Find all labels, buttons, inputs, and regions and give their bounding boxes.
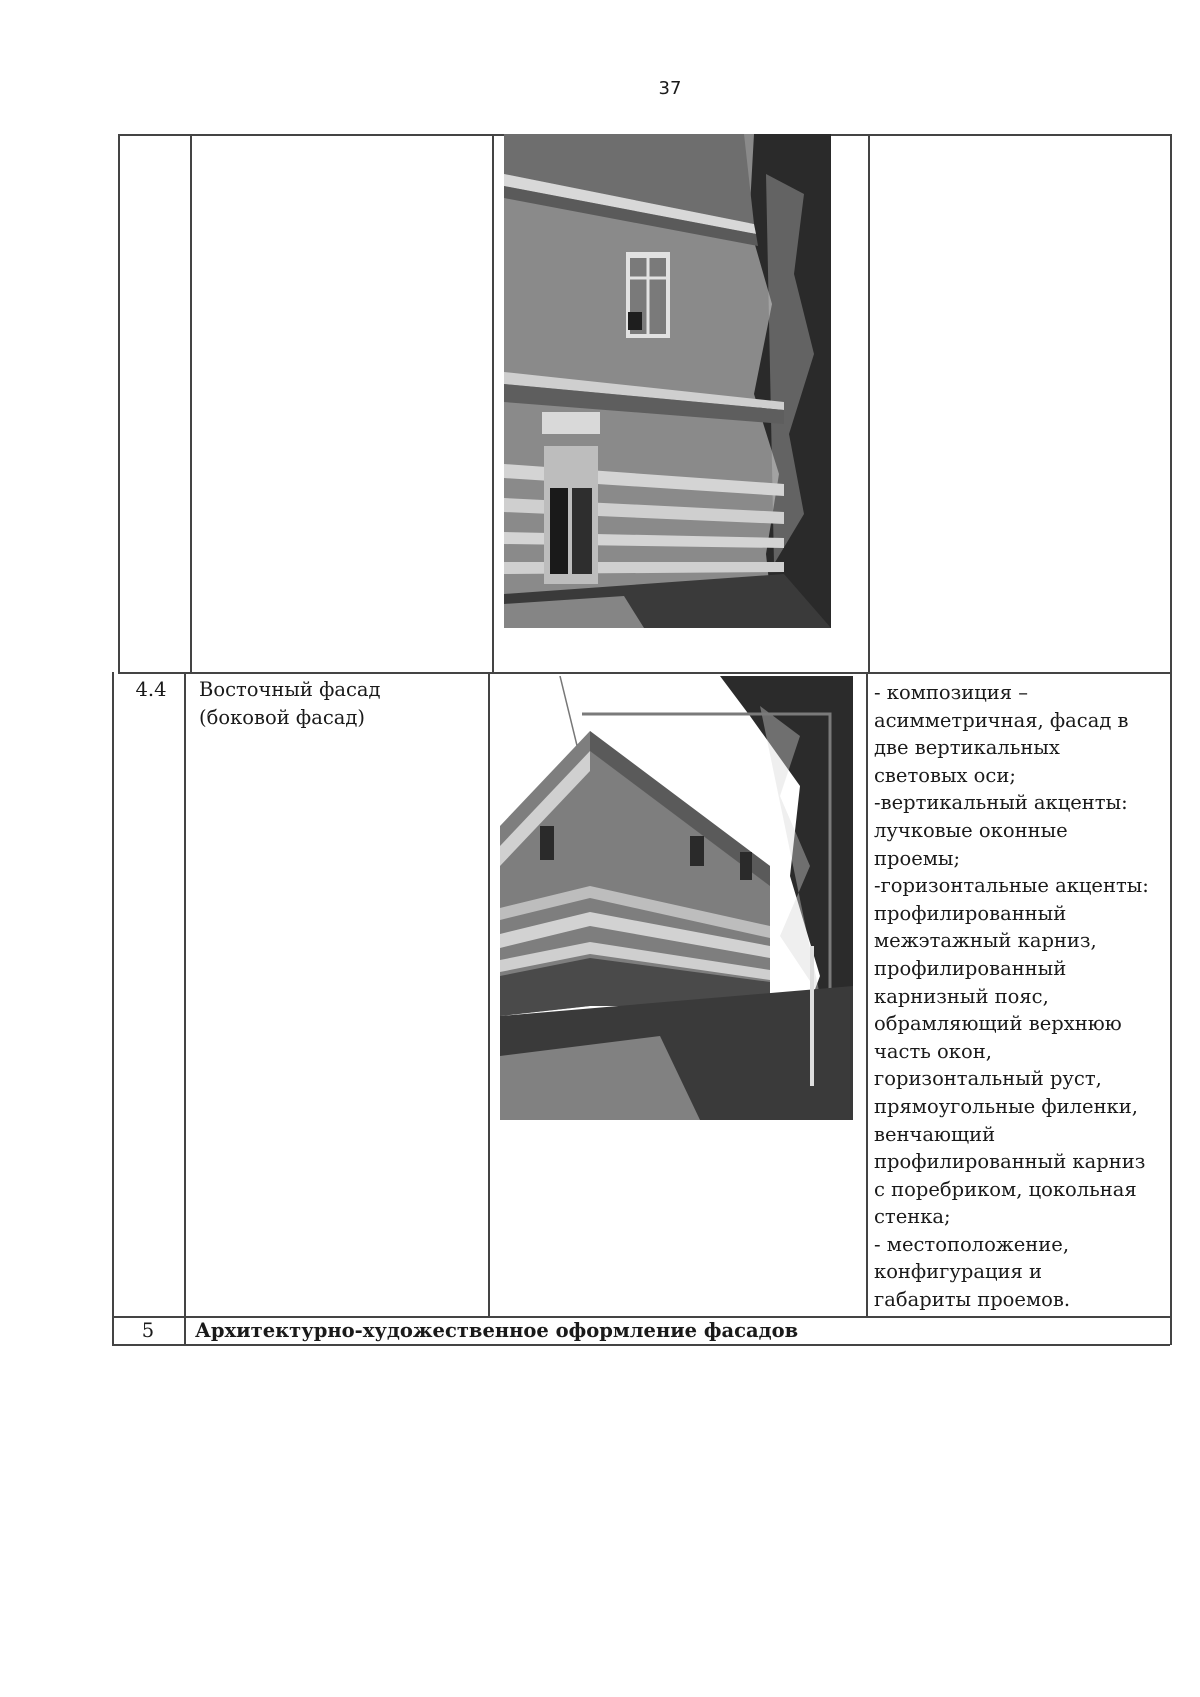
description-line: лучковые оконные xyxy=(874,818,1068,842)
description-line: с поребриком, цокольная xyxy=(874,1177,1137,1201)
table-col-divider xyxy=(190,134,192,672)
table-border-left xyxy=(118,134,120,672)
description-line: световых оси; xyxy=(874,763,1016,787)
row-4-4-number: 4.4 xyxy=(135,678,167,701)
table-row-divider xyxy=(118,672,1170,674)
table-col-divider xyxy=(866,672,868,1316)
description-line: горизонтальный руст, xyxy=(874,1067,1102,1091)
page-number: 37 xyxy=(658,78,682,99)
description-line: карнизный пояс, xyxy=(874,984,1049,1008)
description-line: профилированный xyxy=(874,901,1067,925)
description-line: профилированный карниз xyxy=(874,1150,1146,1174)
description-line: габариты проемов. xyxy=(874,1288,1071,1312)
description-line: - местоположение, xyxy=(874,1232,1070,1256)
description-line: обрамляющий верхнюю xyxy=(874,1012,1122,1036)
description-line: профилированный xyxy=(874,956,1067,980)
east-facade-photo xyxy=(500,676,853,1120)
table-border-left xyxy=(112,672,114,1344)
description-line: прямоугольные филенки, xyxy=(874,1094,1138,1118)
description-line: венчающий xyxy=(874,1122,996,1146)
description-line: две вертикальных xyxy=(874,736,1060,760)
description-line: проемы; xyxy=(874,846,961,870)
table-col-divider xyxy=(492,134,494,672)
row-5-title: Архитектурно-художественное оформление фасадов xyxy=(195,1319,799,1342)
description-line: стенка; xyxy=(874,1205,951,1229)
row-4-4-name xyxy=(199,676,484,731)
description-line: -горизонтальные акценты: xyxy=(874,874,1149,898)
description-line: -вертикальный акценты: xyxy=(874,791,1128,815)
row-5-number: 5 xyxy=(141,1319,155,1342)
table-col-divider xyxy=(868,134,870,672)
description-line: - композиция – xyxy=(874,681,1029,704)
facade-photo-top xyxy=(504,134,831,628)
table-col-divider xyxy=(184,672,186,1344)
description-line: часть окон, xyxy=(874,1039,992,1063)
description-line: межэтажный карниз, xyxy=(874,929,1097,953)
table-border-right xyxy=(1170,134,1172,1345)
table-border-bottom xyxy=(112,1344,1170,1346)
description-line: асимметричная, фасад в xyxy=(874,708,1129,732)
table-col-divider xyxy=(488,672,490,1316)
description-line: конфигурация и xyxy=(874,1260,1043,1284)
row-4-4-description xyxy=(874,679,1166,1314)
row-4-4-name-line: Восточный фасад xyxy=(199,678,381,701)
row-4-4-name-line: (боковой фасад) xyxy=(199,705,365,729)
